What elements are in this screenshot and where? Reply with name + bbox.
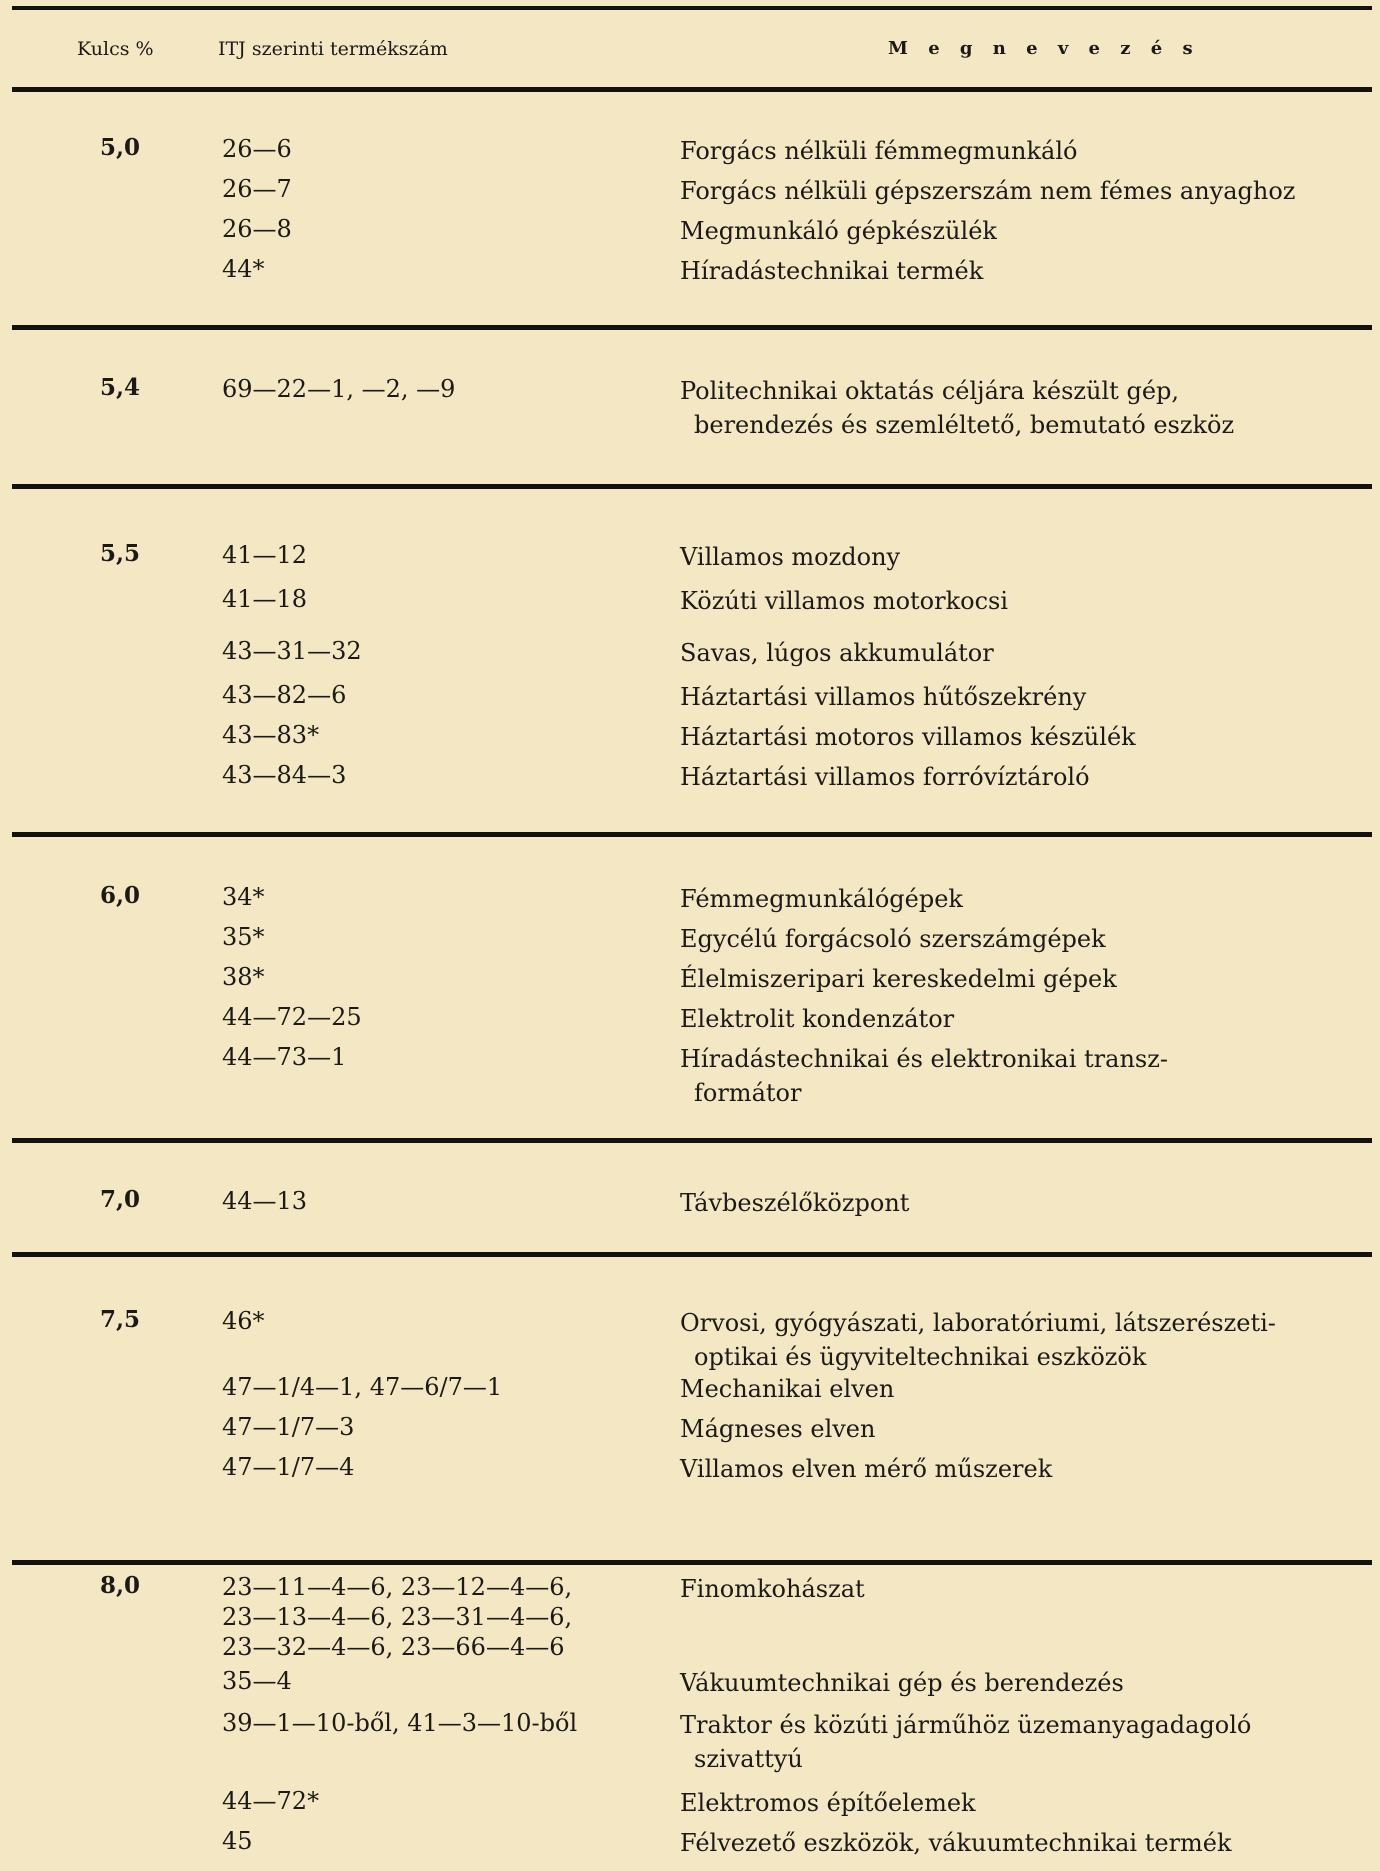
product-name-line: Híradástechnikai és elektronikai transz- bbox=[680, 1045, 1168, 1073]
product-code: 38* bbox=[222, 963, 265, 991]
product-name-line: Híradástechnikai termék bbox=[680, 257, 984, 285]
header-rule bbox=[12, 87, 1372, 92]
product-name-line: Forgács nélküli fémmegmunkáló bbox=[680, 137, 1078, 165]
product-name bbox=[680, 1186, 1370, 1220]
product-name bbox=[680, 584, 1370, 618]
product-code: 43—84—3 bbox=[222, 761, 347, 789]
product-name bbox=[680, 882, 1370, 916]
product-code: 43—83* bbox=[222, 721, 320, 749]
product-name bbox=[680, 374, 1370, 442]
product-name bbox=[680, 922, 1370, 956]
product-name-line: Vákuumtechnikai gép és berendezés bbox=[680, 1669, 1124, 1697]
product-name-line: Távbeszélőközpont bbox=[680, 1189, 910, 1217]
header-key: Kulcs % bbox=[77, 38, 154, 60]
product-name-line: szivattyú bbox=[694, 1745, 803, 1773]
section-key: 7,0 bbox=[100, 1186, 141, 1213]
product-name-line: Háztartási villamos hűtőszekrény bbox=[680, 683, 1087, 711]
product-code: 46* bbox=[222, 1307, 265, 1335]
product-name bbox=[680, 760, 1370, 794]
product-name bbox=[680, 1412, 1370, 1446]
header-name: M e g n e v e z é s bbox=[888, 38, 1200, 59]
product-name-line: Közúti villamos motorkocsi bbox=[680, 587, 1009, 615]
product-name-line: Orvosi, gyógyászati, laboratóriumi, látszerészeti- bbox=[680, 1309, 1276, 1337]
product-code: 43—82—6 bbox=[222, 681, 347, 709]
product-name bbox=[680, 174, 1370, 208]
product-name bbox=[680, 1708, 1370, 1776]
section-rule bbox=[12, 1560, 1372, 1565]
product-code: 39—1—10-ből, 41—3—10-ből bbox=[222, 1709, 578, 1737]
section-key: 5,0 bbox=[100, 134, 141, 161]
product-name-line: Villamos elven mérő műszerek bbox=[680, 1455, 1053, 1483]
product-name-line: optikai és ügyviteltechnikai eszközök bbox=[694, 1343, 1147, 1371]
section-key: 7,5 bbox=[100, 1306, 141, 1333]
product-code: 34* bbox=[222, 883, 265, 911]
product-code: 41—18 bbox=[222, 585, 308, 613]
product-name-line: Politechnikai oktatás céljára készült gép, bbox=[680, 377, 1180, 405]
product-name-line: Elektromos építőelemek bbox=[680, 1789, 976, 1817]
section-rule bbox=[12, 1138, 1372, 1143]
product-code: 26—6 bbox=[222, 135, 292, 163]
section-key: 5,4 bbox=[100, 374, 141, 401]
product-code: 35—4 bbox=[222, 1667, 292, 1695]
product-name bbox=[680, 1786, 1370, 1820]
product-name bbox=[680, 1452, 1370, 1486]
product-name-line: Forgács nélküli gépszerszám nem fémes anyaghoz bbox=[680, 177, 1296, 205]
product-name bbox=[680, 962, 1370, 996]
product-name bbox=[680, 540, 1370, 574]
product-name-line: Háztartási villamos forróvíztároló bbox=[680, 763, 1090, 791]
product-code: 44—72—25 bbox=[222, 1003, 362, 1031]
product-code: 44—13 bbox=[222, 1187, 308, 1215]
product-name bbox=[680, 1572, 1370, 1606]
product-name bbox=[680, 680, 1370, 714]
product-name-line: Félvezető eszközök, vákuumtechnikai termék bbox=[680, 1829, 1232, 1857]
section-rule bbox=[12, 484, 1372, 489]
product-name-line: berendezés és szemléltető, bemutató eszköz bbox=[694, 411, 1235, 439]
product-code: 43—31—32 bbox=[222, 637, 362, 665]
product-name-line: formátor bbox=[694, 1079, 802, 1107]
product-code: 35* bbox=[222, 923, 265, 951]
product-code: 26—7 bbox=[222, 175, 292, 203]
product-name bbox=[680, 1666, 1370, 1700]
product-code: 26—8 bbox=[222, 215, 292, 243]
product-name bbox=[680, 1002, 1370, 1036]
section-key: 6,0 bbox=[100, 882, 141, 909]
product-code: 47—1/7—4 bbox=[222, 1453, 355, 1481]
product-code: 41—12 bbox=[222, 541, 308, 569]
product-name bbox=[680, 254, 1370, 288]
product-name bbox=[680, 1306, 1370, 1374]
product-name bbox=[680, 636, 1370, 670]
product-name-line: Egycélú forgácsoló szerszámgépek bbox=[680, 925, 1106, 953]
product-name bbox=[680, 1372, 1370, 1406]
section-key: 5,5 bbox=[100, 540, 141, 567]
product-name-line: Traktor és közúti járműhöz üzemanyagadagoló bbox=[680, 1711, 1252, 1739]
section-rule bbox=[12, 1252, 1372, 1257]
product-name-line: Finomkohászat bbox=[680, 1575, 865, 1603]
product-code: 44—73—1 bbox=[222, 1043, 347, 1071]
section-key: 8,0 bbox=[100, 1572, 141, 1599]
product-name-line: Háztartási motoros villamos készülék bbox=[680, 723, 1136, 751]
product-code: 44—72* bbox=[222, 1787, 320, 1815]
product-code: 69—22—1, —2, —9 bbox=[222, 375, 456, 403]
product-name bbox=[680, 134, 1370, 168]
product-name-line: Elektrolit kondenzátor bbox=[680, 1005, 955, 1033]
product-name-line: Fémmegmunkálógépek bbox=[680, 885, 963, 913]
product-name bbox=[680, 214, 1370, 248]
product-code: 47—1/7—3 bbox=[222, 1413, 355, 1441]
product-name-line: Megmunkáló gépkészülék bbox=[680, 217, 997, 245]
product-code: 44* bbox=[222, 255, 265, 283]
product-name-line: Mágneses elven bbox=[680, 1415, 876, 1443]
section-rule bbox=[12, 325, 1372, 330]
product-name-line: Mechanikai elven bbox=[680, 1375, 895, 1403]
top-rule bbox=[12, 6, 1372, 10]
product-code: 45 bbox=[222, 1827, 253, 1855]
product-code: 23—11—4—6, 23—12—4—6, 23—13—4—6, 23—31—4—6, 23—32—4—6, 23—66—4—6 bbox=[222, 1573, 573, 1661]
header-itj: ITJ szerinti termékszám bbox=[218, 38, 448, 60]
section-rule bbox=[12, 832, 1372, 837]
product-name-line: Élelmiszeripari kereskedelmi gépek bbox=[680, 965, 1117, 993]
product-name bbox=[680, 1826, 1370, 1860]
product-name bbox=[680, 720, 1370, 754]
product-name-line: Villamos mozdony bbox=[680, 543, 901, 571]
product-name bbox=[680, 1042, 1370, 1110]
product-code: 47—1/4—1, 47—6/7—1 bbox=[222, 1373, 503, 1401]
product-name-line: Savas, lúgos akkumulátor bbox=[680, 639, 994, 667]
